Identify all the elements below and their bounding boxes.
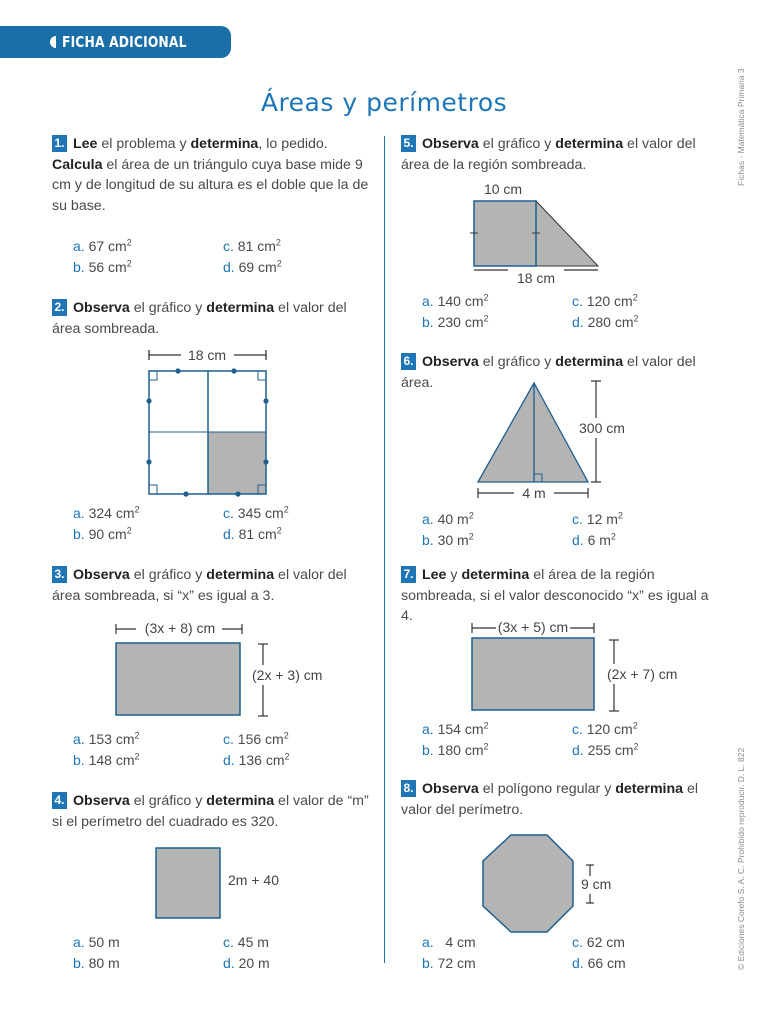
option-value: 136 cm bbox=[238, 752, 285, 768]
option-letter: a. bbox=[422, 293, 434, 309]
option-exponent: 2 bbox=[276, 258, 282, 269]
option-exponent: 2 bbox=[134, 751, 140, 762]
height-label: 300 cm bbox=[579, 420, 625, 436]
shaded-square bbox=[474, 201, 536, 266]
option-letter: c. bbox=[223, 505, 234, 521]
question-1 bbox=[52, 134, 370, 216]
question-8 bbox=[401, 779, 718, 820]
option-exponent: 2 bbox=[632, 292, 638, 303]
question-5 bbox=[401, 134, 718, 175]
shaded-triangle bbox=[536, 201, 598, 266]
option-b[interactable] bbox=[73, 953, 120, 973]
option-letter: b. bbox=[73, 526, 85, 542]
option-exponent: 2 bbox=[632, 720, 638, 731]
option-a[interactable] bbox=[73, 236, 132, 256]
option-value: 255 cm bbox=[587, 742, 634, 758]
height-label: (2x + 3) cm bbox=[252, 667, 323, 683]
option-d[interactable] bbox=[572, 312, 639, 332]
option-letter: c. bbox=[223, 934, 234, 950]
option-letter: d. bbox=[572, 955, 584, 971]
shaded-rectangle bbox=[116, 643, 240, 715]
text: el polígono regular y bbox=[478, 781, 616, 797]
verb: determina bbox=[206, 793, 275, 809]
width-label: (3x + 8) cm bbox=[144, 620, 216, 636]
option-value: 20 m bbox=[238, 955, 270, 971]
option-a[interactable] bbox=[422, 509, 474, 529]
option-d[interactable] bbox=[223, 524, 282, 544]
option-value: 154 cm bbox=[437, 721, 484, 737]
option-letter: b. bbox=[422, 532, 434, 548]
verb: Observa bbox=[422, 354, 479, 370]
question-number: 8. bbox=[401, 780, 416, 797]
option-letter: c. bbox=[572, 934, 583, 950]
option-exponent: 2 bbox=[275, 237, 281, 248]
option-value: 12 m bbox=[586, 511, 618, 527]
question-number: 6. bbox=[401, 353, 416, 370]
option-letter: b. bbox=[422, 955, 434, 971]
option-a[interactable] bbox=[73, 503, 140, 523]
text: el gráfico y bbox=[129, 567, 207, 583]
option-value: 50 m bbox=[88, 934, 120, 950]
text: el valor del área sombreada, si “x” es igual a 3. bbox=[52, 567, 347, 604]
option-letter: b. bbox=[422, 314, 434, 330]
option-b[interactable] bbox=[73, 750, 140, 770]
option-d[interactable] bbox=[223, 257, 282, 277]
verb: Lee bbox=[73, 136, 98, 152]
option-letter: d. bbox=[572, 314, 584, 330]
option-exponent: 2 bbox=[283, 504, 289, 515]
option-value: 230 cm bbox=[437, 314, 484, 330]
question-3 bbox=[52, 565, 370, 606]
text: , lo pedido. bbox=[258, 136, 328, 152]
option-exponent: 2 bbox=[284, 751, 290, 762]
option-exponent: 2 bbox=[126, 258, 132, 269]
option-letter: a. bbox=[422, 934, 434, 950]
option-value: 81 cm bbox=[238, 526, 277, 542]
option-letter: d. bbox=[572, 742, 584, 758]
option-value: 45 m bbox=[237, 934, 269, 950]
option-d[interactable] bbox=[572, 953, 626, 973]
option-a[interactable] bbox=[73, 932, 120, 952]
text: el valor del área. bbox=[401, 354, 696, 391]
option-value: 280 cm bbox=[587, 314, 634, 330]
option-d[interactable] bbox=[223, 953, 270, 973]
shaded-rectangle bbox=[472, 638, 594, 710]
side-label: 2m + 40 bbox=[228, 872, 279, 888]
text: el área de un triángulo cuya base mide 9 cm y de longitud de su altura es el doble que la de su base. bbox=[52, 156, 369, 214]
side-note-bottom: © Ediciones Corefo S. A. C. Prohibido reproducir. D. L. 822 bbox=[736, 747, 746, 970]
option-value: 153 cm bbox=[88, 731, 135, 747]
question-number: 3. bbox=[52, 566, 67, 583]
option-exponent: 2 bbox=[126, 525, 132, 536]
option-b[interactable] bbox=[422, 530, 474, 550]
verb: Observa bbox=[73, 567, 130, 583]
verb: determina bbox=[461, 567, 530, 583]
option-letter: c. bbox=[572, 511, 583, 527]
top-label: 10 cm bbox=[483, 181, 523, 197]
figure-trapezoid bbox=[466, 178, 616, 288]
option-value: 62 cm bbox=[586, 934, 625, 950]
verb: Observa bbox=[73, 793, 130, 809]
option-value: 6 m bbox=[587, 532, 611, 548]
verb: Lee bbox=[422, 567, 447, 583]
figure-triangle bbox=[470, 378, 640, 503]
option-exponent: 2 bbox=[633, 313, 639, 324]
option-letter: c. bbox=[572, 721, 583, 737]
verb: determina bbox=[555, 136, 624, 152]
option-value: 120 cm bbox=[586, 293, 633, 309]
option-b[interactable] bbox=[422, 953, 476, 973]
option-exponent: 2 bbox=[126, 237, 132, 248]
text: el valor de “m” si el perímetro del cuadrado es 320. bbox=[52, 793, 369, 830]
option-letter: b. bbox=[73, 955, 85, 971]
option-a[interactable] bbox=[73, 729, 140, 749]
option-letter: c. bbox=[223, 238, 234, 254]
dimension-label: 18 cm bbox=[187, 347, 227, 363]
verb: Observa bbox=[422, 136, 479, 152]
option-value: 4 cm bbox=[445, 934, 476, 950]
option-value: 40 m bbox=[437, 511, 469, 527]
option-value: 90 cm bbox=[88, 526, 127, 542]
option-value: 72 cm bbox=[437, 955, 476, 971]
verb: determina bbox=[555, 354, 624, 370]
option-letter: d. bbox=[572, 532, 584, 548]
text: el valor del área de la región sombreada. bbox=[401, 136, 696, 173]
verb: determina bbox=[190, 136, 259, 152]
option-c[interactable] bbox=[572, 719, 638, 739]
option-exponent: 2 bbox=[283, 730, 289, 741]
option-letter: d. bbox=[223, 955, 235, 971]
option-value: 180 cm bbox=[437, 742, 484, 758]
figure-square-grid bbox=[140, 342, 280, 502]
text: el problema y bbox=[97, 136, 191, 152]
side-label: 9 cm bbox=[581, 876, 612, 892]
option-value: 67 cm bbox=[88, 238, 127, 254]
option-c[interactable] bbox=[572, 932, 625, 952]
verb: determina bbox=[206, 567, 275, 583]
option-c[interactable] bbox=[223, 932, 269, 952]
text: el gráfico y bbox=[129, 300, 207, 316]
question-number: 2. bbox=[52, 299, 67, 316]
width-label: (3x + 5) cm bbox=[497, 619, 569, 635]
option-b[interactable] bbox=[422, 312, 489, 332]
shaded-octagon bbox=[483, 835, 573, 932]
question-number: 1. bbox=[52, 135, 67, 152]
question-number: 4. bbox=[52, 792, 67, 809]
option-value: 81 cm bbox=[237, 238, 276, 254]
question-number: 5. bbox=[401, 135, 416, 152]
option-letter: d. bbox=[223, 526, 235, 542]
text: el valor del perímetro. bbox=[401, 781, 699, 818]
option-letter: d. bbox=[223, 752, 235, 768]
option-exponent: 2 bbox=[483, 292, 489, 303]
option-d[interactable] bbox=[572, 530, 616, 550]
option-d[interactable] bbox=[223, 750, 290, 770]
figure-rectangle bbox=[466, 614, 696, 718]
verb: Observa bbox=[422, 781, 479, 797]
text: el área de la región sombreada, si el valor desconocido “x” es igual a 4. bbox=[401, 567, 709, 624]
text: el gráfico y bbox=[478, 136, 556, 152]
option-c[interactable] bbox=[572, 291, 638, 311]
option-letter: a. bbox=[422, 511, 434, 527]
verb: determina bbox=[206, 300, 275, 316]
option-letter: d. bbox=[223, 259, 235, 275]
option-b[interactable] bbox=[422, 740, 489, 760]
option-value: 69 cm bbox=[238, 259, 277, 275]
verb: Calcula bbox=[52, 156, 103, 173]
option-exponent: 2 bbox=[633, 741, 639, 752]
option-value: 148 cm bbox=[88, 752, 135, 768]
option-letter: c. bbox=[223, 731, 234, 747]
option-value: 156 cm bbox=[237, 731, 284, 747]
option-exponent: 2 bbox=[483, 313, 489, 324]
question-number: 7. bbox=[401, 566, 416, 583]
option-exponent: 2 bbox=[483, 720, 489, 731]
option-letter: a. bbox=[73, 505, 85, 521]
figure-octagon bbox=[478, 830, 628, 938]
option-d[interactable] bbox=[572, 740, 639, 760]
option-exponent: 2 bbox=[134, 504, 140, 515]
shaded-square bbox=[156, 848, 220, 918]
column-divider bbox=[384, 136, 385, 963]
question-2 bbox=[52, 298, 370, 339]
option-letter: a. bbox=[73, 238, 85, 254]
question-4 bbox=[52, 791, 370, 832]
option-exponent: 2 bbox=[617, 510, 623, 521]
bottom-label: 18 cm bbox=[516, 270, 556, 286]
option-a[interactable] bbox=[422, 932, 476, 952]
figure-rectangle bbox=[110, 615, 340, 725]
option-exponent: 2 bbox=[468, 510, 474, 521]
option-value: 56 cm bbox=[88, 259, 127, 275]
shaded-triangle bbox=[478, 383, 588, 482]
option-letter: a. bbox=[422, 721, 434, 737]
option-letter: a. bbox=[73, 934, 85, 950]
option-exponent: 2 bbox=[610, 531, 616, 542]
verb: determina bbox=[615, 781, 684, 797]
tab-marker-icon bbox=[50, 36, 56, 48]
option-exponent: 2 bbox=[483, 741, 489, 752]
text: el valor del área sombreada. bbox=[52, 300, 347, 337]
option-a[interactable] bbox=[422, 291, 489, 311]
option-b[interactable] bbox=[73, 524, 132, 544]
option-value: 120 cm bbox=[586, 721, 633, 737]
option-a[interactable] bbox=[422, 719, 489, 739]
page-title: Áreas y perímetros bbox=[260, 88, 508, 117]
option-exponent: 2 bbox=[276, 525, 282, 536]
figure-square bbox=[150, 842, 310, 924]
option-value: 66 cm bbox=[587, 955, 626, 971]
option-c[interactable] bbox=[223, 236, 281, 256]
option-value: 324 cm bbox=[88, 505, 135, 521]
side-note-top: Fichas - Matemática Primaria 3 bbox=[736, 68, 746, 186]
text: el gráfico y bbox=[478, 354, 556, 370]
shaded-region bbox=[208, 432, 266, 494]
option-c[interactable] bbox=[572, 509, 623, 529]
option-b[interactable] bbox=[73, 257, 132, 277]
option-letter: b. bbox=[422, 742, 434, 758]
height-label: (2x + 7) cm bbox=[607, 666, 678, 682]
base-label: 4 m bbox=[522, 485, 546, 501]
option-exponent: 2 bbox=[134, 730, 140, 741]
option-value: 345 cm bbox=[237, 505, 284, 521]
section-tab bbox=[0, 26, 231, 58]
option-c[interactable] bbox=[223, 729, 289, 749]
option-letter: a. bbox=[73, 731, 85, 747]
option-letter: b. bbox=[73, 259, 85, 275]
option-c[interactable] bbox=[223, 503, 289, 523]
option-letter: c. bbox=[572, 293, 583, 309]
option-value: 30 m bbox=[437, 532, 469, 548]
option-value: 140 cm bbox=[437, 293, 484, 309]
text: el gráfico y bbox=[129, 793, 207, 809]
option-letter: b. bbox=[73, 752, 85, 768]
text: y bbox=[446, 567, 462, 583]
option-exponent: 2 bbox=[468, 531, 474, 542]
option-value: 80 m bbox=[88, 955, 120, 971]
tab-label: FICHA ADICIONAL bbox=[62, 33, 187, 51]
verb: Observa bbox=[73, 300, 130, 316]
